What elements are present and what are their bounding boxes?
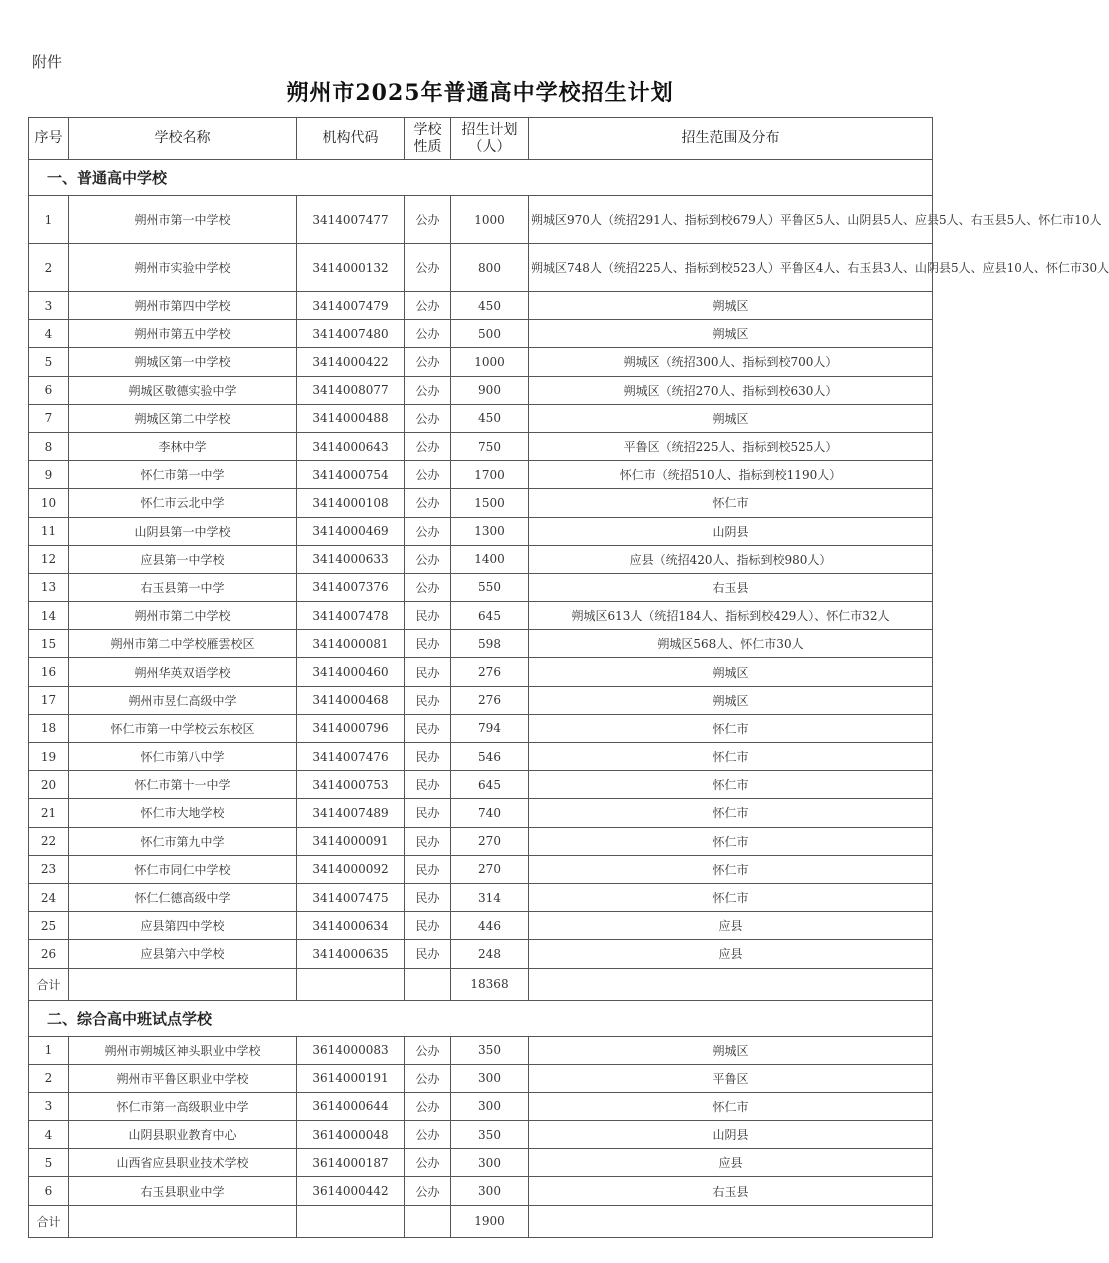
enrollment-scope: 应县（统招420人、指标到校980人）: [529, 545, 933, 573]
total-empty: [405, 968, 451, 1000]
school-nature: 民办: [405, 714, 451, 742]
table-row: [29, 432, 933, 460]
enrollment-scope: 朔城区: [529, 404, 933, 432]
enrollment-count: 276: [451, 658, 529, 686]
org-code: 3414007477: [297, 196, 405, 244]
table-row: [29, 1092, 933, 1120]
enrollment-scope: 山阴县: [529, 1121, 933, 1149]
school-name: 怀仁仁德高级中学: [69, 883, 297, 911]
section2-title-row: [29, 1000, 933, 1036]
row-number: 20: [29, 771, 69, 799]
total-value: 18368: [451, 968, 529, 1000]
row-number: 8: [29, 432, 69, 460]
enrollment-count: 1400: [451, 545, 529, 573]
enrollment-count: 248: [451, 940, 529, 968]
enrollment-count: 1300: [451, 517, 529, 545]
total-empty: [69, 1205, 297, 1237]
enrollment-count: 1700: [451, 461, 529, 489]
school-name: 怀仁市第十一中学: [69, 771, 297, 799]
table-row: [29, 1149, 933, 1177]
table-row: [29, 573, 933, 601]
row-number: 4: [29, 1121, 69, 1149]
row-number: 19: [29, 743, 69, 771]
school-name: 山西省应县职业技术学校: [69, 1149, 297, 1177]
total-empty: [405, 1205, 451, 1237]
enrollment-scope: 朔城区（统招270人、指标到校630人）: [529, 376, 933, 404]
school-name: 朔州市第二中学校: [69, 602, 297, 630]
org-code: 3614000442: [297, 1177, 405, 1205]
row-number: 22: [29, 827, 69, 855]
enrollment-scope: 山阴县: [529, 517, 933, 545]
enrollment-scope: 怀仁市: [529, 714, 933, 742]
row-number: 6: [29, 376, 69, 404]
enrollment-scope: 平鲁区（统招225人、指标到校525人）: [529, 432, 933, 460]
row-number: 2: [29, 1064, 69, 1092]
table-row: [29, 602, 933, 630]
org-code: 3414000634: [297, 912, 405, 940]
enrollment-count: 446: [451, 912, 529, 940]
school-name: 怀仁市第八中学: [69, 743, 297, 771]
enrollment-count: 645: [451, 602, 529, 630]
school-name: 李林中学: [69, 432, 297, 460]
table-row: [29, 461, 933, 489]
row-number: 3: [29, 292, 69, 320]
school-name: 山阴县职业教育中心: [69, 1121, 297, 1149]
table-row: [29, 855, 933, 883]
org-code: 3414007376: [297, 573, 405, 601]
row-number: 16: [29, 658, 69, 686]
org-code: 3414000092: [297, 855, 405, 883]
school-nature: 民办: [405, 602, 451, 630]
enrollment-count: 550: [451, 573, 529, 601]
enrollment-scope: 怀仁市（统招510人、指标到校1190人）: [529, 461, 933, 489]
school-name: 朔州市第一中学校: [69, 196, 297, 244]
school-nature: 公办: [405, 196, 451, 244]
school-name: 怀仁市同仁中学校: [69, 855, 297, 883]
table-row: [29, 489, 933, 517]
row-number: 6: [29, 1177, 69, 1205]
enrollment-count: 350: [451, 1121, 529, 1149]
enrollment-scope: 应县: [529, 1149, 933, 1177]
enrollment-count: 800: [451, 244, 529, 292]
org-code: 3414000108: [297, 489, 405, 517]
school-name: 山阴县第一中学校: [69, 517, 297, 545]
org-code: 3414000468: [297, 686, 405, 714]
org-code: 3414000754: [297, 461, 405, 489]
school-nature: 民办: [405, 686, 451, 714]
school-name: 应县第四中学校: [69, 912, 297, 940]
row-number: 12: [29, 545, 69, 573]
header-scope: 招生范围及分布: [529, 118, 933, 160]
school-name: 朔州市实验中学校: [69, 244, 297, 292]
table-row: [29, 799, 933, 827]
enrollment-scope: 平鲁区: [529, 1064, 933, 1092]
school-nature: 民办: [405, 743, 451, 771]
enrollment-count: 900: [451, 376, 529, 404]
enrollment-scope: 怀仁市: [529, 799, 933, 827]
school-name: 朔州华英双语学校: [69, 658, 297, 686]
org-code: 3414000488: [297, 404, 405, 432]
enrollment-scope: 右玉县: [529, 1177, 933, 1205]
school-nature: 公办: [405, 517, 451, 545]
org-code: 3414000753: [297, 771, 405, 799]
row-number: 4: [29, 320, 69, 348]
org-code: 3414007480: [297, 320, 405, 348]
enrollment-scope: 朔城区: [529, 320, 933, 348]
school-nature: 公办: [405, 1036, 451, 1064]
school-nature: 公办: [405, 1064, 451, 1092]
school-nature: 民办: [405, 630, 451, 658]
row-number: 1: [29, 1036, 69, 1064]
school-name: 朔城区敬德实验中学: [69, 376, 297, 404]
table-row: [29, 545, 933, 573]
enrollment-scope: 朔城区: [529, 1036, 933, 1064]
table-row: [29, 404, 933, 432]
org-code: 3414000469: [297, 517, 405, 545]
row-number: 14: [29, 602, 69, 630]
table-row: [29, 743, 933, 771]
org-code: 3614000048: [297, 1121, 405, 1149]
table-row: [29, 244, 933, 292]
school-name: 朔州市第二中学校雁雲校区: [69, 630, 297, 658]
org-code: 3614000083: [297, 1036, 405, 1064]
section1-title-row: [29, 160, 933, 196]
org-code: 3414000091: [297, 827, 405, 855]
school-nature: 民办: [405, 771, 451, 799]
school-name: 怀仁市大地学校: [69, 799, 297, 827]
org-code: 3414000633: [297, 545, 405, 573]
school-nature: 公办: [405, 573, 451, 601]
school-nature: 公办: [405, 292, 451, 320]
table-row: [29, 1036, 933, 1064]
school-nature: 公办: [405, 404, 451, 432]
org-code: 3414008077: [297, 376, 405, 404]
row-number: 18: [29, 714, 69, 742]
school-name: 朔州市朔城区神头职业中学校: [69, 1036, 297, 1064]
school-nature: 民办: [405, 827, 451, 855]
total-empty: [297, 968, 405, 1000]
total-empty: [529, 1205, 933, 1237]
school-name: 朔城区第二中学校: [69, 404, 297, 432]
enrollment-scope: 朔城区568人、怀仁市30人: [529, 630, 933, 658]
school-name: 朔州市第四中学校: [69, 292, 297, 320]
enrollment-scope: 朔城区: [529, 292, 933, 320]
total-value: 1900: [451, 1205, 529, 1237]
school-nature: 民办: [405, 855, 451, 883]
table-row: [29, 630, 933, 658]
school-nature: 公办: [405, 461, 451, 489]
school-name: 应县第一中学校: [69, 545, 297, 573]
school-nature: 公办: [405, 1121, 451, 1149]
row-number: 10: [29, 489, 69, 517]
school-nature: 公办: [405, 1092, 451, 1120]
enrollment-count: 276: [451, 686, 529, 714]
section-title: 一、普通高中学校: [29, 160, 933, 196]
row-number: 26: [29, 940, 69, 968]
header-school-nature: 学校性质: [405, 118, 451, 160]
org-code: 3414007489: [297, 799, 405, 827]
row-number: 21: [29, 799, 69, 827]
enrollment-count: 450: [451, 292, 529, 320]
row-number: 11: [29, 517, 69, 545]
org-code: 3414000796: [297, 714, 405, 742]
school-name: 怀仁市第一中学: [69, 461, 297, 489]
school-name: 怀仁市云北中学: [69, 489, 297, 517]
school-name: 朔州市第五中学校: [69, 320, 297, 348]
enrollment-count: 1000: [451, 348, 529, 376]
school-nature: 公办: [405, 1149, 451, 1177]
total-empty: [529, 968, 933, 1000]
enrollment-scope: 怀仁市: [529, 489, 933, 517]
row-number: 2: [29, 244, 69, 292]
school-nature: 公办: [405, 545, 451, 573]
enrollment-scope: 怀仁市: [529, 827, 933, 855]
table-row: [29, 320, 933, 348]
school-name: 怀仁市第一中学校云东校区: [69, 714, 297, 742]
school-nature: 公办: [405, 489, 451, 517]
enrollment-scope: 怀仁市: [529, 743, 933, 771]
school-name: 应县第六中学校: [69, 940, 297, 968]
enrollment-count: 645: [451, 771, 529, 799]
total-label: 合计: [29, 968, 69, 1000]
org-code: 3614000187: [297, 1149, 405, 1177]
org-code: 3414000422: [297, 348, 405, 376]
total-empty: [297, 1205, 405, 1237]
enrollment-scope: 朔城区613人（统招184人、指标到校429人）、怀仁市32人: [529, 602, 933, 630]
table-row: [29, 1121, 933, 1149]
enrollment-count: 300: [451, 1177, 529, 1205]
enrollment-count: 300: [451, 1064, 529, 1092]
total-empty: [69, 968, 297, 1000]
enrollment-scope: 怀仁市: [529, 883, 933, 911]
org-code: 3414007476: [297, 743, 405, 771]
org-code: 3414007478: [297, 602, 405, 630]
attachment-label: 附件: [32, 53, 63, 71]
school-nature: 公办: [405, 376, 451, 404]
school-nature: 民办: [405, 912, 451, 940]
school-nature: 公办: [405, 1177, 451, 1205]
school-name: 右玉县第一中学: [69, 573, 297, 601]
enrollment-scope: 怀仁市: [529, 855, 933, 883]
enrollment-count: 314: [451, 883, 529, 911]
row-number: 5: [29, 1149, 69, 1177]
enrollment-count: 300: [451, 1092, 529, 1120]
table-row: [29, 1177, 933, 1205]
org-code: 3414000132: [297, 244, 405, 292]
table-row: [29, 292, 933, 320]
school-name: 怀仁市第九中学: [69, 827, 297, 855]
enrollment-scope: 怀仁市: [529, 771, 933, 799]
enrollment-count: 546: [451, 743, 529, 771]
enrollment-scope: 朔城区: [529, 686, 933, 714]
enrollment-count: 500: [451, 320, 529, 348]
enrollment-scope: 怀仁市: [529, 1092, 933, 1120]
table-row: [29, 714, 933, 742]
header-row: [29, 118, 933, 160]
row-number: 7: [29, 404, 69, 432]
table-row: [29, 348, 933, 376]
enrollment-count: 300: [451, 1149, 529, 1177]
school-nature: 公办: [405, 320, 451, 348]
org-code: 3614000191: [297, 1064, 405, 1092]
enrollment-scope: 应县: [529, 912, 933, 940]
school-nature: 民办: [405, 658, 451, 686]
enrollment-plan-table: [28, 117, 1109, 1238]
enrollment-scope: 应县: [529, 940, 933, 968]
school-nature: 公办: [405, 244, 451, 292]
row-number: 1: [29, 196, 69, 244]
row-number: 5: [29, 348, 69, 376]
enrollment-count: 350: [451, 1036, 529, 1064]
school-name: 怀仁市第一高级职业中学: [69, 1092, 297, 1120]
enrollment-scope: 朔城区970人（统招291人、指标到校679人）平鲁区5人、山阴县5人、应县5人、右玉县5人、怀仁市10人: [529, 196, 933, 244]
enrollment-count: 794: [451, 714, 529, 742]
school-name: 朔州市昱仁高级中学: [69, 686, 297, 714]
row-number: 25: [29, 912, 69, 940]
row-number: 13: [29, 573, 69, 601]
enrollment-count: 270: [451, 827, 529, 855]
enrollment-scope: 右玉县: [529, 573, 933, 601]
header-no: 序号: [29, 118, 69, 160]
org-code: 3414000460: [297, 658, 405, 686]
row-number: 23: [29, 855, 69, 883]
row-number: 24: [29, 883, 69, 911]
school-nature: 公办: [405, 432, 451, 460]
section2-total-row: [29, 1205, 933, 1237]
enrollment-scope: 朔城区748人（统招225人、指标到校523人）平鲁区4人、右玉县3人、山阴县5人、应县10人、怀仁市30人: [529, 244, 933, 292]
enrollment-count: 270: [451, 855, 529, 883]
enrollment-scope: 朔城区（统招300人、指标到校700人）: [529, 348, 933, 376]
school-nature: 民办: [405, 799, 451, 827]
enrollment-count: 750: [451, 432, 529, 460]
table-row: [29, 912, 933, 940]
enrollment-count: 1500: [451, 489, 529, 517]
school-nature: 公办: [405, 348, 451, 376]
org-code: 3414007479: [297, 292, 405, 320]
row-number: 15: [29, 630, 69, 658]
table-row: [29, 771, 933, 799]
row-number: 3: [29, 1092, 69, 1120]
enrollment-count: 450: [451, 404, 529, 432]
table-row: [29, 1064, 933, 1092]
header-enrollment-plan: 招生计划（人）: [451, 118, 529, 160]
school-name: 朔州市平鲁区职业中学校: [69, 1064, 297, 1092]
header-school-name: 学校名称: [69, 118, 297, 160]
school-nature: 民办: [405, 883, 451, 911]
school-name: 朔城区第一中学校: [69, 348, 297, 376]
row-number: 17: [29, 686, 69, 714]
page-title: 朔州市2025年普通高中学校招生计划: [286, 80, 674, 106]
enrollment-count: 598: [451, 630, 529, 658]
org-code: 3614000644: [297, 1092, 405, 1120]
org-code: 3414000635: [297, 940, 405, 968]
section-title: 二、综合高中班试点学校: [29, 1000, 933, 1036]
enrollment-count: 1000: [451, 196, 529, 244]
table-row: [29, 196, 933, 244]
table-row: [29, 658, 933, 686]
org-code: 3414000643: [297, 432, 405, 460]
table-row: [29, 376, 933, 404]
table-row: [29, 940, 933, 968]
school-nature: 民办: [405, 940, 451, 968]
total-label: 合计: [29, 1205, 69, 1237]
enrollment-scope: 朔城区: [529, 658, 933, 686]
org-code: 3414000081: [297, 630, 405, 658]
section1-total-row: [29, 968, 933, 1000]
school-name: 右玉县职业中学: [69, 1177, 297, 1205]
enrollment-count: 740: [451, 799, 529, 827]
row-number: 9: [29, 461, 69, 489]
table-row: [29, 827, 933, 855]
table-row: [29, 517, 933, 545]
table-row: [29, 686, 933, 714]
table-row: [29, 883, 933, 911]
org-code: 3414007475: [297, 883, 405, 911]
header-org-code: 机构代码: [297, 118, 405, 160]
